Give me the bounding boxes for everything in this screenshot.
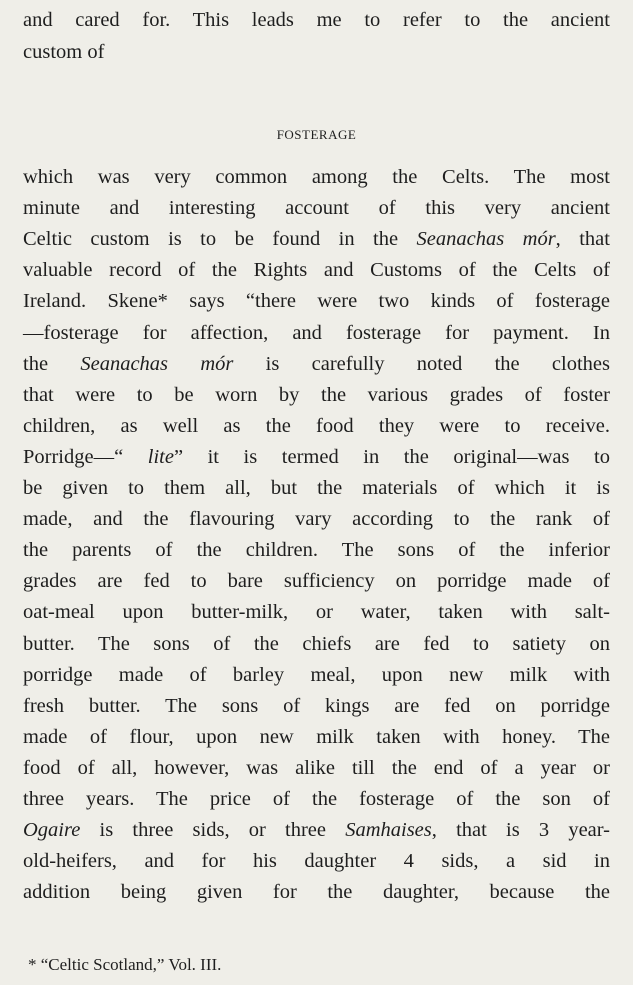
text-line (23, 195, 610, 221)
text-line (23, 506, 610, 532)
text-segment: addition being given for the daughter, because the (23, 881, 610, 904)
text-segment: made of flour, upon new milk taken with honey. The (23, 725, 610, 748)
text-segment: Ireland. Skene* says “there were two kinds of fosterage (23, 290, 610, 313)
text-line (23, 226, 610, 252)
text-line (23, 662, 610, 688)
text-segment: children, as well as the food they were to receive. (23, 414, 610, 437)
text-segment: three years. The price of the fosterage of the son of (23, 788, 610, 810)
text-segment: , that is 3 year- (431, 819, 611, 842)
text-segment: custom of (23, 40, 105, 63)
text-segment: —fosterage for affection, and fosterage for payment. In (23, 321, 610, 344)
italic-text: lite (147, 445, 174, 468)
text-line (23, 693, 610, 719)
italic-text: Samhaises (345, 819, 432, 842)
text-line (23, 786, 610, 812)
text-segment: the (23, 352, 81, 375)
text-segment: Porridge—“ (23, 445, 148, 468)
text-segment: oat-meal upon butter-milk, or water, taken with salt- (23, 601, 610, 624)
text-segment: is carefully noted the clothes (233, 352, 611, 375)
text-line (23, 631, 610, 657)
text-segment: which was very common among the Celts. The most (23, 166, 610, 188)
text-line (23, 320, 610, 346)
italic-text: Seanachas mór (416, 228, 556, 251)
section-heading: FOSTERAGE (276, 127, 357, 142)
text-line (23, 444, 610, 470)
text-line (23, 879, 610, 905)
text-segment: ” it is termed in the original—was to (173, 445, 610, 468)
text-segment: food of all, however, was alike till the end of a year or (23, 756, 610, 779)
text-segment: butter. The sons of the chiefs are fed to satiety on (23, 632, 610, 655)
text-line (23, 351, 610, 377)
text-segment: and cared for. This leads me to refer to the ancient (23, 9, 610, 31)
text-segment: is three sids, or three (80, 819, 346, 842)
text-segment: valuable record of the Rights and Customs of the Celts of (23, 259, 610, 282)
text-line (23, 848, 610, 874)
text-line (23, 475, 610, 501)
text-segment: porridge made of barley meal, upon new milk with (23, 663, 610, 686)
text-line (23, 413, 610, 439)
italic-text: Ogaire (23, 819, 81, 842)
text-line (23, 599, 610, 625)
text-line (23, 537, 610, 563)
text-line (23, 39, 610, 65)
text-line (23, 7, 610, 33)
text-segment: that were to be worn by the various grades of foster (23, 383, 610, 406)
text-segment: the parents of the children. The sons of the inferior (23, 539, 610, 562)
text-line (23, 817, 610, 843)
text-line (23, 288, 610, 314)
text-segment: , that (555, 228, 610, 251)
text-line (23, 164, 610, 190)
text-line (23, 568, 610, 594)
text-segment: old-heifers, and for his daughter 4 sids, a sid in (23, 850, 610, 873)
text-segment: made, and the flavouring vary according to the rank of (23, 508, 610, 531)
text-line (23, 724, 610, 750)
text-segment: minute and interesting account of this very ancient (23, 197, 610, 220)
text-segment: be given to them all, but the materials of which it is (23, 477, 610, 499)
footnote: * “Celtic Scotland,” Vol. III. (28, 955, 222, 974)
text-segment: grades are fed to bare sufficiency on porridge made of (23, 570, 610, 593)
text-line (23, 755, 610, 781)
italic-text: Seanachas mór (80, 352, 234, 375)
text-segment: fresh butter. The sons of kings are fed on porridge (23, 694, 610, 717)
text-segment: Celtic custom is to be found in the (23, 228, 417, 251)
text-line (23, 382, 610, 408)
text-line (23, 257, 610, 283)
